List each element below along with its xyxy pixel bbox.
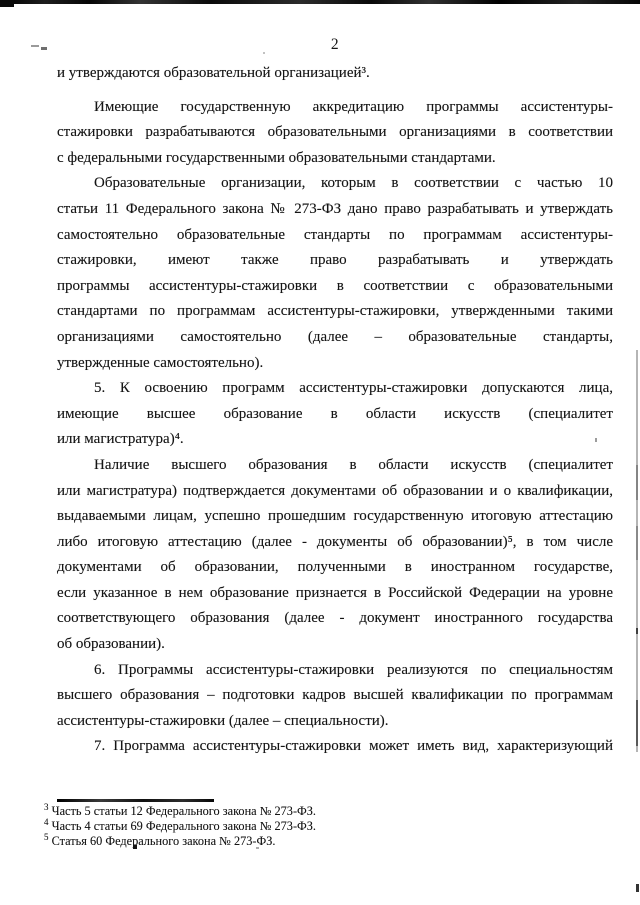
footnote-marker: 5 — [44, 831, 49, 842]
text-line: 5. К освоению программ ассистентуры-стажировки допускаются лица, — [94, 380, 613, 397]
text-line: стажировки разрабатываются образовательными организациями в соответствии — [57, 124, 613, 141]
footnote — [44, 816, 604, 834]
scan-artifact-dash — [41, 47, 47, 50]
text-line: высшего образования – подготовки кадров высшей квалификации по программам — [57, 687, 613, 704]
paragraph — [57, 453, 613, 658]
scan-artifact-segment — [636, 700, 638, 746]
text-line: Имеющие государственную аккредитацию программы ассистентуры- — [94, 98, 613, 115]
footnote-marker: 4 — [44, 816, 49, 827]
footnote-text: Статья 60 Федерального закона № 273-ФЗ. — [48, 834, 276, 848]
footnote-divider — [57, 799, 214, 802]
text-line: либо итоговую аттестацию (далее - документы об образовании)⁵, в том числе — [57, 533, 613, 550]
scan-artifact-right-tick — [636, 884, 639, 892]
scan-artifact-segment — [636, 526, 638, 560]
paragraph — [57, 658, 613, 735]
scan-artifact-right-edge-line — [636, 350, 638, 752]
text-line: стажировки, имеют также право разрабатывать и утверждать — [57, 252, 613, 269]
footnote — [44, 801, 604, 819]
text-line: или магистратура)⁴. — [57, 431, 184, 448]
footnote-text: Часть 4 статьи 69 Федерального закона № 273-ФЗ. — [48, 819, 316, 833]
footnote-text: Часть 5 статьи 12 Федерального закона № 273-ФЗ. — [48, 804, 316, 818]
text-line: выдаваемыми лицам, успешно прошедшим государственную итоговую аттестацию — [57, 508, 613, 525]
scan-artifact-top-left-blob — [0, 0, 14, 7]
text-line: 6. Программы ассистентуры-стажировки реализуются по специальностям — [94, 661, 613, 678]
text-line: Наличие высшего образования в области искусств (специалитет — [94, 456, 613, 473]
paragraph — [57, 95, 613, 172]
scan-artifact-top-edge — [0, 0, 640, 4]
text-line: самостоятельно образовательные стандарты по программам ассистентуры- — [57, 226, 613, 243]
footnotes — [44, 801, 604, 849]
scan-artifact-segment — [636, 465, 638, 500]
text-line: если указанное в нем образование признается в Российской Федерации на уровне — [57, 584, 613, 601]
footnote — [44, 831, 604, 849]
paragraph — [57, 61, 613, 87]
text-line: с федеральными государственными образовательными стандартами. — [57, 149, 496, 166]
text-line: стандартами по программам ассистентуры-стажировки, утвержденными такими — [57, 303, 613, 320]
text-line: или магистратура) подтверждается документами об образовании и о квалификации, — [57, 482, 613, 499]
page-number: 2 — [330, 36, 340, 53]
text-line: программы ассистентуры-стажировки в соответствии с образовательными — [57, 277, 613, 294]
text-line: организациями самостоятельно (далее – образовательные стандарты, — [57, 328, 613, 345]
paragraph — [57, 171, 613, 376]
scan-artifact-segment — [636, 628, 638, 634]
paragraph — [57, 734, 613, 760]
text-line: соответствующего образования (далее - документ иностранного государства — [57, 610, 613, 627]
text-line: имеющие высшее образование в области искусств (специалитет — [57, 405, 613, 422]
text-line: статьи 11 Федерального закона № 273-ФЗ дано право разрабатывать и утверждать — [57, 200, 613, 217]
footnote-marker: 3 — [44, 801, 49, 812]
text-line: и утверждаются образовательной организацией³. — [57, 65, 370, 81]
text-line: Образовательные организации, которым в соответствии с частью 10 — [94, 175, 613, 192]
paragraph — [57, 376, 613, 453]
text-line: ассистентуры-стажировки (далее – специальности). — [57, 712, 389, 729]
text-line: утвержденные самостоятельно). — [57, 354, 264, 371]
document-body — [57, 61, 613, 760]
text-line: 7. Программа ассистентуры-стажировки может иметь вид, характеризующий — [94, 738, 613, 755]
scan-artifact-dash — [31, 45, 39, 47]
text-line: документами об образовании, полученными в иностранном государстве, — [57, 559, 613, 576]
text-line: об образовании). — [57, 636, 165, 653]
